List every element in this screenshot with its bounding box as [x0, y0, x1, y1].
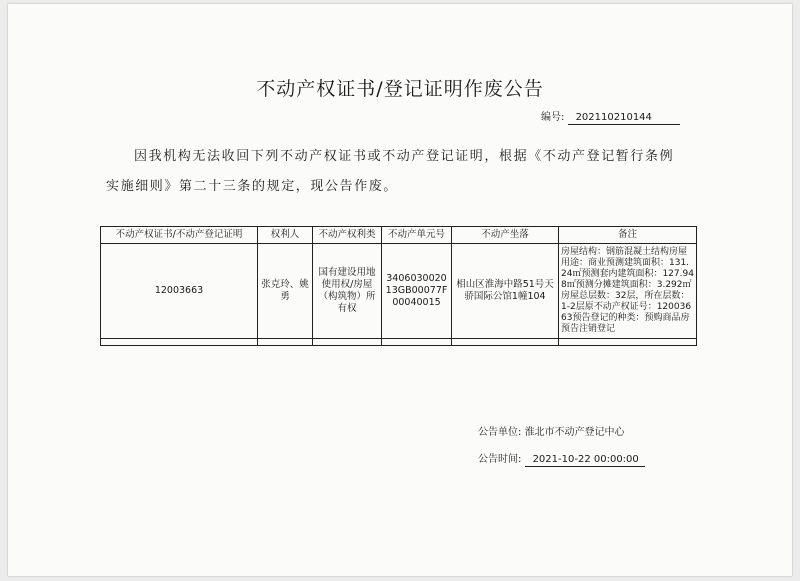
header-location: 不动产坐落: [452, 227, 559, 244]
header-right-type: 不动产权利类: [313, 227, 382, 244]
blank-cell: [258, 339, 313, 346]
void-certificate-table: [100, 226, 697, 346]
cell-remark: 房屋结构：钢筋混凝土结构房屋用途：商业预测建筑面积：131.24㎡预测套内建筑面积：127.948㎡预测分摊建筑面积：3.292㎡房屋总层数：32层，所在层数：1-2层原不动产权证号：12003663预告登记的种类：预购商品房预告注销登记: [559, 244, 697, 339]
unit-value: 淮北市不动产登记中心: [524, 427, 625, 438]
announcement-time: [478, 450, 645, 467]
cell-location: 相山区淮海中路51号天骄国际公馆1幢104: [452, 244, 559, 339]
cell-owner: 张克玲、姚勇: [258, 244, 313, 339]
serial-number: [541, 108, 680, 125]
document-title: 不动产权证书/登记证明作废公告: [256, 78, 544, 100]
cell-unit-no: 340603002013GB00077F00040015: [382, 244, 452, 339]
serial-value: 202110210144: [568, 112, 680, 125]
blank-cell: [559, 339, 697, 346]
table-row: [101, 244, 697, 339]
cell-right-type: 国有建设用地使用权/房屋（构筑物）所有权: [313, 244, 382, 339]
time-label: 公告时间:: [478, 454, 522, 465]
announcing-unit: [478, 423, 625, 438]
header-cert-no: 不动产权证书/不动产登记证明: [101, 227, 258, 244]
cell-cert-no: 12003663: [101, 244, 258, 339]
unit-label: 公告单位:: [478, 427, 522, 438]
paragraph-line-2: 实施细则》第二十三条的规定，现公告作废。: [106, 179, 399, 194]
document-page: [8, 4, 792, 576]
header-remark: 备注: [559, 227, 697, 244]
table-header-row: [101, 227, 697, 244]
blank-cell: [382, 339, 452, 346]
blank-cell: [313, 339, 382, 346]
blank-cell: [101, 339, 258, 346]
announcement-paragraph: [106, 142, 706, 202]
header-unit-no: 不动产单元号: [382, 227, 452, 244]
serial-label: 编号:: [541, 112, 565, 123]
paragraph-line-1: 因我机构无法收回下列不动产权证书或不动产登记证明，根据《不动产登记暂行条例: [134, 149, 675, 164]
blank-cell: [452, 339, 559, 346]
table-blank-row: [101, 339, 697, 346]
header-owner: 权利人: [258, 227, 313, 244]
time-value: 2021-10-22 00:00:00: [525, 454, 645, 467]
